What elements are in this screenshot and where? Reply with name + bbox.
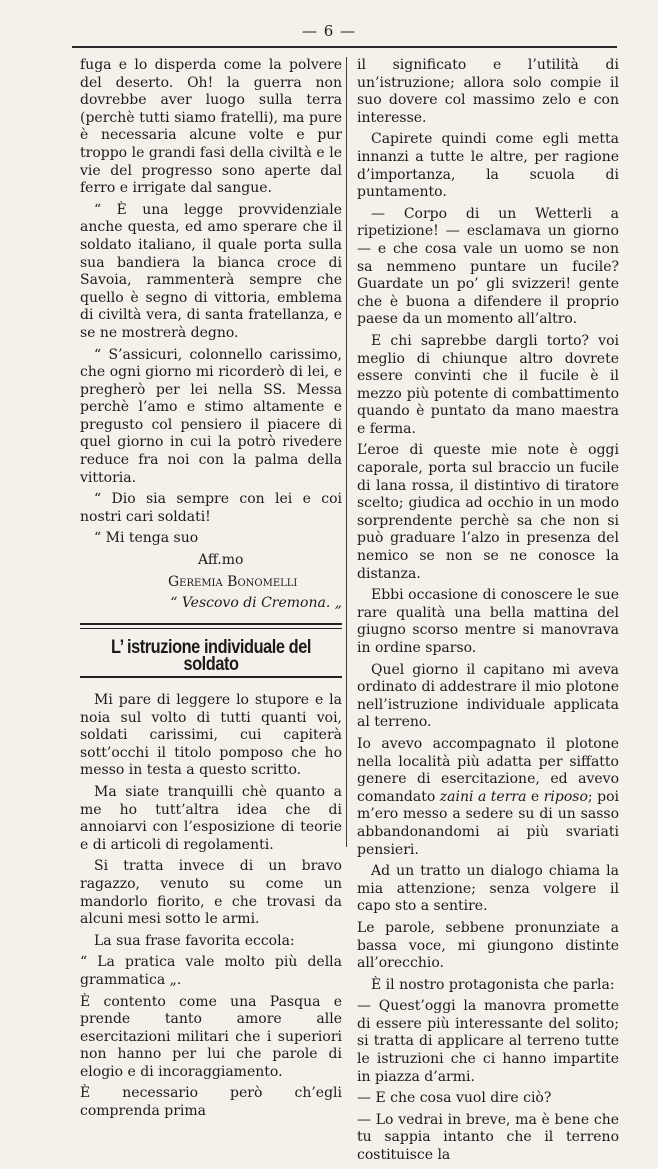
paragraph: È il nostro protagonista che parla: xyxy=(371,976,615,993)
left-column xyxy=(80,57,342,1125)
paragraph: — E che cosa vuol dire ciò? xyxy=(357,1090,552,1107)
article-title: L’ istruzione individuale del soldato xyxy=(110,636,311,676)
right-column xyxy=(357,57,619,1169)
paragraph: È necessario però ch’egli comprenda prima xyxy=(80,1085,342,1120)
signature-closing: Aff.mo xyxy=(198,552,244,569)
signature-role: “ Vescovo di Cremona. „ xyxy=(170,595,342,612)
paragraph: “ Dio sia sempre con lei e coi nostri cari soldati! xyxy=(80,491,342,525)
paragraph: Si tratta invece di un bravo ragazzo, venuto su come un mandorlo fiorito, e che trovasi da alcuni mesi sotto le armi. xyxy=(80,858,342,928)
title-rule-bottom xyxy=(80,676,342,678)
paragraph: il significato e l’utilità di un’istruzione; allora solo compie il suo dovere col massimo zelo e con interesse. xyxy=(357,57,619,126)
paragraph: Quel giorno il capitano mi aveva ordinato di addestrare il mio plotone nell’istruzione individuale applicata al terreno. xyxy=(357,661,619,731)
paragraph: — Lo vedrai in breve, ma è bene che tu sappia intanto che il terreno costituisce la xyxy=(357,1111,619,1164)
paragraph: È contento come una Pasqua e prende tanto amore alle esercitazioni militari che i superiori non hanno per lui che parole di elogio e di incoraggiamento. xyxy=(80,993,342,1080)
paragraph: E chi saprebbe dargli torto? voi meglio di chiunque altro dovrete essere convinti che il fucile è il mezzo più potente di combattimento quando è puntato da mano maestra e ferma. xyxy=(357,332,619,437)
italic-phrase: zaini a terra xyxy=(439,788,527,805)
paragraph: Ma siate tranquilli chè quanto a me ho tutt’altra idea che di annoiarvi con l’esposizione di teorie e di articoli di regolamenti. xyxy=(80,783,342,853)
text-run: e xyxy=(526,788,544,805)
paragraph xyxy=(357,736,619,859)
italic-phrase: riposo xyxy=(543,788,588,805)
text-run: Io avevo accompagnato il plotone nella località più adatta per siffatto genere di esercitazione, ed avevo comandato xyxy=(357,735,619,805)
paragraph: “ La pratica vale molto più della grammatica „. xyxy=(80,954,342,988)
paragraph: Mi pare di leggere lo stupore e la noia sul volto di tutti quanti voi, soldati carissimi, cui capiterà sott’occhi il titolo pomposo che ho messo in testa a questo scritto. xyxy=(80,692,342,779)
title-rule-top-thin xyxy=(80,628,342,629)
paragraph: fuga e lo disperda come la polvere del deserto. Oh! la guerra non dovrebbe aver luogo sulla terra (perchè tutti siamo fratelli), ma pure è necessaria alcune volte e pur troppo le grandi fasi della civiltà e le vie del progresso sono aperte dal ferro e irrigate dal sangue. xyxy=(80,57,342,197)
title-rule-top xyxy=(80,623,342,625)
text-run: ; poi m’ero messo a sedere su di un sasso abbandonandomi ai più svariati pensieri. xyxy=(357,788,619,858)
paragraph: La sua frase favorita eccola: xyxy=(94,932,295,949)
paragraph: “ Mi tenga suo xyxy=(94,530,199,547)
paragraph: Capirete quindi come egli metta innanzi a tutte le altre, per ragione d’importanza, la scuola di puntamento. xyxy=(357,131,619,201)
signature-name: Geremia Bonomelli xyxy=(168,573,298,590)
paragraph: Ebbi occasione di conoscere le sue rare qualità una bella mattina del giugno scorso mentre si manovrava in ordine sparso. xyxy=(357,587,619,656)
paragraph: “ S’assicuri, colonnello carissimo, che ogni giorno mi ricorderò di lei, e pregherò per lei nella SS. Messa perchè l’amo e stimo altamente e pregusto col pensiero il piacere di quel giorno in cui la potrò rivedere reduce fra noi con la palma della vittoria. xyxy=(80,346,342,486)
header-rule xyxy=(72,46,617,48)
paragraph: — Corpo di un Wetterli a ripetizione! — esclamava un giorno — e che cosa vale un uomo se non sa nemmeno puntare un fucile? Guardate un po’ gli svizzeri! gente che è buona a difendere il proprio paese da un momento all’altro. xyxy=(357,205,619,328)
paragraph: Ad un tratto un dialogo chiama la mia attenzione; senza volgere il capo sto a sentire. xyxy=(357,863,619,915)
paragraph: — Quest’oggi la manovra promette di essere più interessante del solito; si tratta di applicare al terreno tutte le istruzioni che ci hanno impartite in piazza d’armi. xyxy=(357,998,619,1085)
column-divider xyxy=(346,57,347,847)
page-number: — 6 — xyxy=(301,22,357,40)
paragraph: L’eroe di queste mie note è oggi caporale, porta sul braccio un fucile di lana rossa, il distintivo di tiratore scelto; giudica ad occhio in un modo sorprendente perchè sa che non si può graduare l’alzo in presenza del nemico se non se ne conosce la distanza. xyxy=(357,442,619,582)
paragraph: “ È una legge provvidenziale anche questa, ed amo sperare che il soldato italiano, il quale porta sulla sua bandiera la bianca croce di Savoia, rammenterà sempre che quello è segno di vittoria, emblema di civiltà vera, di santa fratellanza, e se ne mostrerà degno. xyxy=(80,201,342,341)
paragraph: Le parole, sebbene pronunziate a bassa voce, mi giungono distinte all’orecchio. xyxy=(357,919,619,972)
